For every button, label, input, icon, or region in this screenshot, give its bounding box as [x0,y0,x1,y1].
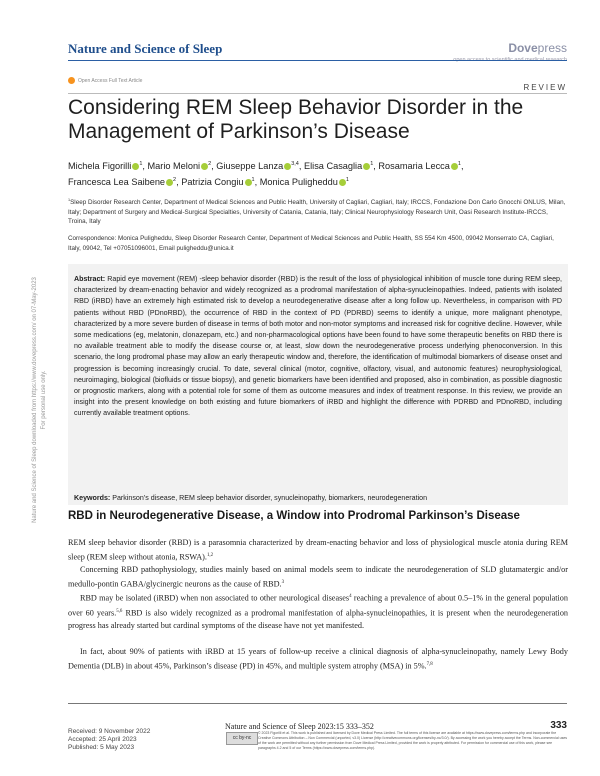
author-line-2: Francesca Lea Saibene $^2$, Patrizia Congiu $^1$, Monica Puligheddu $^1$ [68,177,349,188]
received-date: Received: 9 November 2022 [68,728,151,735]
cc-license-icon[interactable]: cc by-nc [226,732,258,745]
citation-4[interactable]: 5,6 [116,608,123,614]
footer-rule [68,703,567,704]
paragraph-3-text-c: RBD is also widely recognized as a prodromal manifestation of alpha-synucleinopathies, it is present when the neurodegeneration progress has already started but cardinal symptoms of the disease have not yet manifested. [68,608,569,631]
article-title: Considering REM Sleep Behavior Disorder in the Management of Parkinson’s Disease [68,96,524,143]
paragraph-2 [68,563,568,591]
author-affiliation-sup: 1 [251,177,255,184]
author-name[interactable]: Michela Figorilli [68,161,132,172]
keywords-text: Parkinson’s disease, REM sleep behavior disorder, synucleinopathy, biomarkers, neurodegeneration [112,494,428,502]
citation-2[interactable]: 3 [281,580,285,585]
affiliation-text: Sleep Disorder Research Center, Department of Medical Sciences and Public Health, University of Cagliari, Cagliari, Italy; IRCCS, Fondazione Don Carlo Gnocchi ONLUS, Milan, Italy; Department of Surgery and Medical-Surgical Specialties, University of Catania, Catania, Italy; Clinical Neurophysiology Research Unit, Oasi Research Institute-IRCCS, Troina, Italy [68,199,566,226]
author-name[interactable]: Giuseppe Lanza [216,161,284,172]
open-access-label: Open Access Full Text Article [78,77,143,84]
citation-5[interactable]: 7,8 [426,662,433,667]
author-affiliation-sup: 1 [370,161,374,167]
journal-name: Nature and Science of Sleep [68,41,223,56]
author-affiliation-sup: 2 [173,177,177,184]
author-name[interactable]: Francesca Lea Saibene [68,177,166,188]
author-affiliation-sup: 3,4 [291,161,299,167]
paragraph-1 [68,536,568,564]
author-affiliation-sup: 1 [139,161,143,167]
brand-bold: Dove [508,41,538,55]
header-rule [68,60,567,61]
paragraph-3 [68,590,568,632]
author-name[interactable]: Monica Puligheddu [259,177,338,188]
publication-dates [68,728,150,752]
citation-1[interactable]: 1,2 [206,553,214,558]
paragraph-1-text: REM sleep behavior disorder (RBD) is a parasomnia characterized by dream-enacting behavior and loss of physiological muscle atonia during REM sleep (REM sleep without atonia, RSWA). [68,538,568,562]
abstract-label: Abstract: [74,275,106,283]
author-name[interactable]: Patrizia Congiu [181,177,244,188]
author-name[interactable]: Elisa Casaglia [303,161,363,172]
keywords [74,493,562,503]
author-name[interactable]: Rosamaria Lecca [378,161,450,172]
paragraph-4-text: In fact, about 90% of patients with iRBD at 15 years of follow-up receive a clinical diagnosis of alpha-synucleinopathy, namely Lewy Body Dementia (DLB) in about 45%, Parkinson’s disease (PD) in 45%, and multiple system atrophy (MSA) in 5%. [68,647,568,671]
orcid-icon[interactable] [166,179,173,186]
download-watermark [32,175,47,625]
author-affiliation-sup: 1 [345,177,349,184]
keywords-label: Keywords: [74,494,111,502]
journal-reference: Nature and Science of Sleep 2023:15 333–352 [225,722,374,731]
abstract [74,274,562,420]
author-affiliation-sup: 1 [457,161,461,167]
paragraph-4 [68,645,568,673]
orcid-icon[interactable] [245,179,252,186]
license-text: © 2023 Figorilli et al. This work is published and licensed by Dove Medical Press Limited. The full terms of this license are available at https://www.dovepress.com/terms.php and incorporate the Creative Commons Attribution – Non Commercial (unported, v3.0) License (http://creativecommons.org/licenses/by-nc/3.0/). By accessing the work you hereby accept the Terms. Non-commercial uses of the work are permitted without any further permission from Dove Medical Press Limited, provided the work is properly attributed. For permission for commercial use of this work, please see paragraphs 4.2 and 5 of our Terms (https://www.dovepress.com/terms.php). [258,731,568,750]
author-list [68,157,568,189]
article-type: REVIEW [523,83,567,92]
watermark-line-2: For personal use only. [41,370,47,430]
citation-3[interactable]: 4 [349,594,352,599]
accepted-date: Accepted: 25 April 2023 [68,736,137,743]
paragraph-2-text: Concerning RBD pathophysiology, studies mainly based on animal models seem to indicate the neurodegeneration of SLD glutamatergic and/or medullo-pontin GABA/glycinergic neurons as the cause of RBD. [68,565,568,589]
published-date: Published: 5 May 2023 [68,744,135,751]
watermark-line-1: Nature and Science of Sleep downloaded from https://www.dovepress.com/ on 07-May-2023 [32,277,38,523]
abstract-text: Rapid eye movement (REM) -sleep behavior disorder (RBD) is the result of the loss of physiological inhibition of muscle tone during REM sleep, characterized by dream-enacting behavior and widely recognized as a prodromal manifestation of alpha-synucleinopathies. Indeed, patients with isolated RBD (iRBD) have an extremely high estimated risk to develop a neurodegenerative disease after a long follow up. Nevertheless, in comparison with PD patients without RBD (PDnoRBD), the occurrence of RBD in the context of PD (PDRBD) seems to identify a unique, more malignant phenotype, characterized by a more severe burden of disease in terms of both motor and non-motor symptoms and increased risk for cognitive decline. However, while some medications (eg, melatonin, clonazepam, etc.) and non-pharmacological options have been found to have some therapeutic benefits on RBD there is no available treatment able to modify the disease course or, at least, slow down the neurodegenerative process underlying phenoconversion. In this scenario, the long prodromal phase may allow an early therapeutic window and, therefore, the identification of multimodal biomarkers of disease onset and progression is becoming increasingly crucial. To date, several clinical (motor, cognitive, olfactory, visual, and autonomic features) neurophysiological, neuroimaging, biological (biofluids or tissue biopsy), and genetic biomarkers have been identified and proposed, also in combination, as possible diagnostic or prognostic markers, along with a potential role for some of them as outcome measures and index of treatment response. In this review, we provide an insight into the present knowledge on both existing and future biomarkers of iRBD and highlight the difference with PDRBD and PDnoRBD, including currently available treatment options. [74,275,562,418]
open-access-badge [68,77,142,84]
brand-light: press [537,41,567,55]
open-access-icon [68,77,75,84]
orcid-icon[interactable] [339,179,346,186]
author-affiliation-sup: 2 [208,161,212,167]
author-line-1: Michela Figorilli $^1$, Mario Meloni $^2$, Giuseppe Lanza $^{3,4}$, Elisa Casaglia $^1$, Rosamaria Lecca $^1$, [68,161,464,172]
affiliations: $^1$Sleep Disorder Research Center, Department of Medical Sciences and Public Health, University of Cagliari, Cagliari, Italy; IRCCS, Fondazione Don Carlo Gnocchi ONLUS, Milan, Italy; Department of Surgery and Medical-Surgical Specialties, University of Catania, Catania, Italy; Clinical Neurophysiology Research Unit, Oasi Research Institute-IRCCS, Troina, Italy [68,198,566,226]
type-rule [68,93,567,94]
correspondence: Correspondence: Monica Puligheddu, Sleep Disorder Research Center, Department of Medical Sciences and Public Health, SS 554 Km 4500, 09042 Monserrato CA, Cagliari, Italy, 09042, Tel +07051096001, Email puligheddu@unica.it [68,235,554,252]
paragraph-3-text-b: reaching a prevalence of about 0.5–1% in the general population over 60 years. [68,593,568,618]
author-name[interactable]: Mario Meloni [147,161,201,172]
orcid-icon[interactable] [451,163,458,170]
page-number: 333 [550,720,567,731]
paragraph-3-text-a: RBD may be isolated (iRBD) when non associated to other neurological diseases [80,593,350,603]
publisher-logo [508,41,567,55]
section-heading: RBD in Neurodegenerative Disease, a Window into Prodromal Parkinson’s Disease [68,510,520,522]
